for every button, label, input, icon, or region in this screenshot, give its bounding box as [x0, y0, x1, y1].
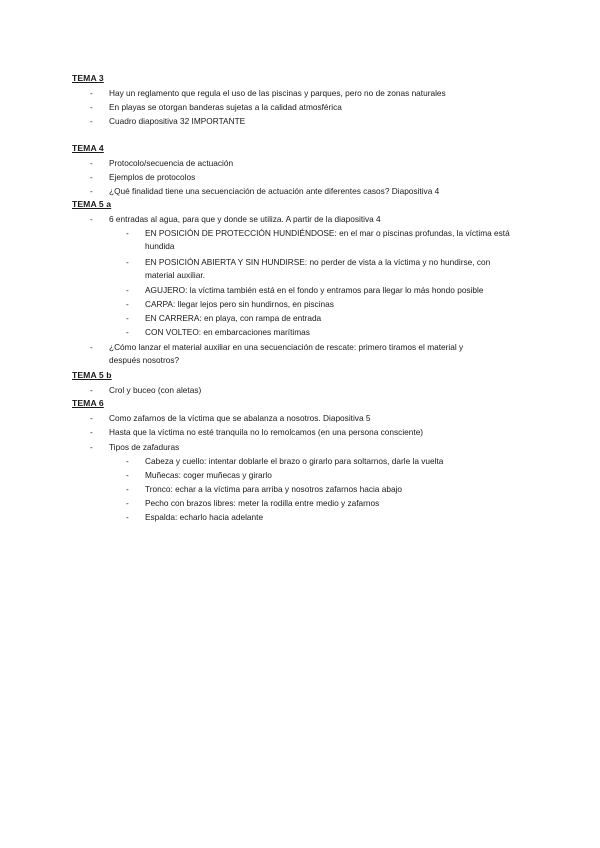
section-heading: TEMA 6: [72, 398, 104, 408]
section-heading: TEMA 5 a: [72, 199, 112, 209]
section-heading: TEMA 5 b: [72, 370, 112, 380]
document-page: TEMA 3 - Hay un reglamento que regula el uso de las piscinas y parques, pero no de zonas naturales - En playas se otorgan banderas sujetas a la calidad atmosférica - Cuadro diapositiva 32 IMPORTANTE TEMA 4 - Protocolo/secuencia de actuación - Ejemplos de protocolos - ¿Qué finalidad tiene una secuenciación de actuación ante diferentes casos? Diapositiva 4 TEMA 5 a - 6 entradas al agua, para que y donde se utiliza. A partir de la diapositiva 4 - EN POSICIÓN DE PROTECCIÓN HUNDIÉNDOSE: en el mar o piscinas profundas, la víctima está hundida - EN POSICIÓN ABIERTA Y SIN HUNDIRSE: no perder de vista a la víctima y no hundirse, con material auxiliar. - AGUJERO: la víctima también está en el fondo y entramos para llegar lo más hondo posible - CARPA: llegar lejos pero sin hundirnos, en piscinas - EN CARRERA: en playa, con rampa de entrada - CON VOLTEO: en embarcaciones marítimas - ¿Cómo lanzar el material auxiliar en una secuenciación de rescate: primero tiramos el material y después nosotros? TEMA 5 b - Crol y buceo (con aletas) TEMA 6 - Como zafarnos de la víctima que se abalanza a nosotros. Diapositiva 5 - Hasta que la víctima no esté tranquila no lo remolcamos (en una persona consciente) - Tipos de zafaduras - Cabeza y cuello: intentar doblarle el brazo o girarlo para soltarnos, darle la vuelta - Muñecas: coger muñecas y girarlo - Tronco: echar a la víctima para arriba y nosotros zafarnos hacia abajo - Pecho con brazos libres: meter la rodilla entre medio y zafarnos - Espalda: echarlo hacia adelante: [72, 73, 510, 522]
section-heading: TEMA 3: [72, 73, 104, 83]
section-heading: TEMA 4: [72, 143, 104, 153]
